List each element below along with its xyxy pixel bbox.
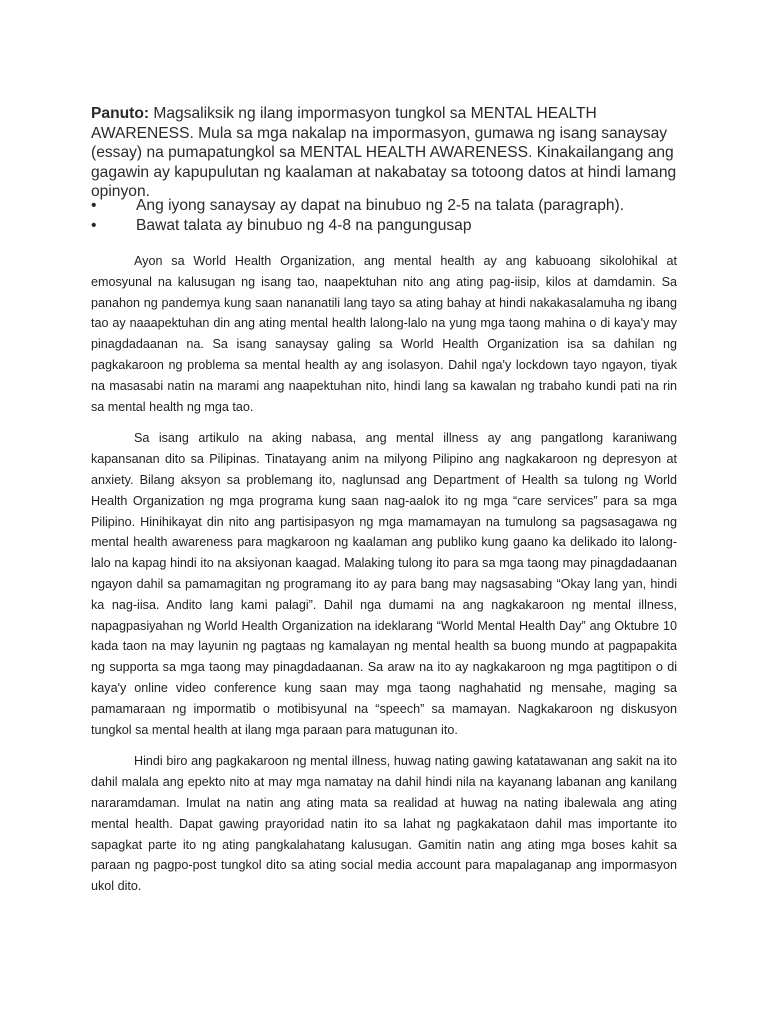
bullet-icon: • (91, 197, 97, 214)
instructions-label: Panuto: (91, 105, 150, 122)
essay-paragraph: Hindi biro ang pagkakaroon ng mental illness, huwag nating gawing katatawanan ang sakit na ito dahil malala ang epekto nito at may mga namatay na dahil hindi nila na kayanang labanan ang kanilang nararamdaman. Imulat na natin ang ating mata sa realidad at huwag na nating ibalewala ang ating mental health. Dapat gawing prayoridad natin ito sa lahat ng pagkakataon dahil mas importante ito sapagkat parte ito ng ating pangkalahatang kalusugan. Gamitin natin ang ating mga boses kahit sa paraan ng pagpo-post tungkol dito sa ating social media account para mapalaganap ang impormasyon ukol dito. (91, 754, 677, 894)
essay-paragraph: Sa isang artikulo na aking nabasa, ang mental illness ay ang pangatlong karaniwang kapansanan dito sa Pilipinas. Tinatayang anim na milyong Pilipino ang nagkakaroon ng depresyon at anxiety. Bilang aksyon sa problemang ito, naglunsad ang Department of Health sa tulong ng World Health Organization ng mga programa kung saan nag-aalok ito ng mga “care services” para sa mga Pilipino. Hinihikayat din nito ang partisipasyon ng mga mamamayan na tumulong sa pagsasagawa ng mental health awareness para magkaroon ng kaalaman ang publiko kung gaano ka delikado ito lalong- lalo na kapag hindi ito na aksiyonan kaagad. Malaking tulong ito para sa mga taong may pinagdadaanan ngayon dahil sa pamamagitan ng programang ito ay para bang may nagsasabing “Okay lang yan, hindi ka nag-iisa. Andito lang kami palagi”. Dahil nga dumami na ang nagkakaroon ng mental illness, napagpasiyahan ng World Health Organization na ideklarang “World Mental Health Day” ang Oktubre 10 kada taon na may layunin ng pagtaas ng kamalayan ng mental health sa buong mundo at pagpapakita ng supporta sa mga taong may pinagdadaanan. Sa araw na ito ay nagkakaroon ng mga pagtitipon o di kaya'y online video conference kung saan may mga taong naghahatid ng mensahe, maging sa pamamaraan ng impormatib o motibisyunal na “speech” sa mamayan. Nagkakaroon ng diskusyon tungkol sa mental health at ilang mga paraan para matugunan ito. (91, 431, 677, 737)
essay-body (91, 251, 677, 908)
instructions-block (91, 104, 691, 202)
requirement-item (91, 196, 691, 216)
essay-paragraph: Ayon sa World Health Organization, ang mental health ay ang kabuoang sikolohikal at emosyunal na kalusugan ng isang tao, naapektuhan nito ang ating pag-iisip, kilos at damdamin. Sa panahon ng pandemya kung saan nananatili lang tayo sa ating bahay at hindi nakakasalamuha ng ibang tao ay naaapektuhan din ang ating mental health lalong-lalo na yung mga taong mahina o di kaya'y may pinagdadaanan na. Sa isang sanaysay galing sa World Health Organization isa sa dahilan ng pagkakaroon ng problema sa mental health ay ang isolasyon. Dahil nga'y lockdown tayo ngayon, tiyak na masasabi natin na marami ang naapektuhan nito, hindi lang sa kawalan ng trabaho kundi pati na rin sa mental health ng mga tao. (91, 254, 677, 414)
requirement-text: Bawat talata ay binubuo ng 4-8 na pangungusap (136, 217, 472, 234)
requirements-list (91, 196, 691, 236)
bullet-icon: • (91, 217, 97, 234)
instructions-text: Magsaliksik ng ilang impormasyon tungkol sa MENTAL HEALTH AWARENESS. Mula sa mga nakalap na impormasyon, gumawa ng isang sanaysay (essay) na pumapatungkol sa MENTAL HEALTH AWARENESS. Kinakailangang ang gagawin ay kapupulutan ng kaalaman at nakabatay sa totoong datos at hindi lamang opinyon. (91, 105, 677, 201)
requirement-item (91, 216, 691, 236)
requirement-text: Ang iyong sanaysay ay dapat na binubuo ng 2-5 na talata (paragraph). (136, 197, 625, 214)
